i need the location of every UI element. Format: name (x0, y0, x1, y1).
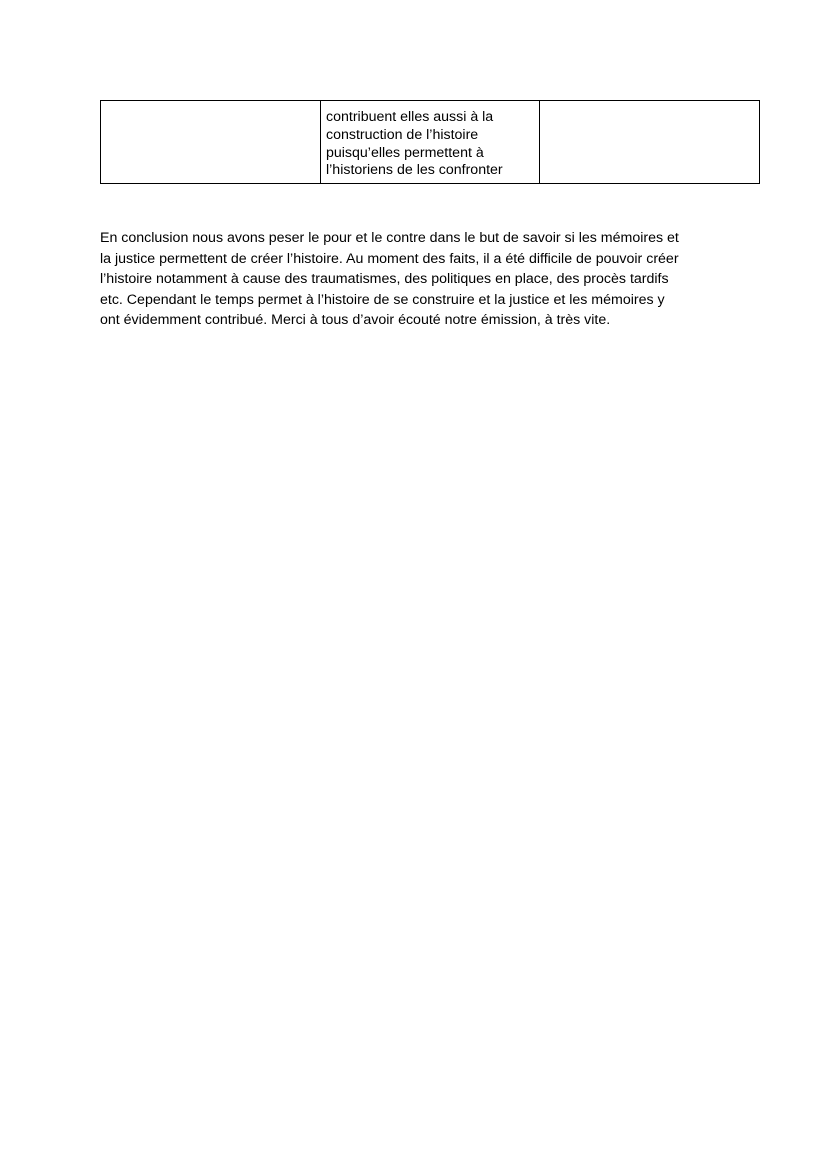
paragraph-line: l’histoire notamment à cause des traumatismes, des politiques en place, des procès tardifs (100, 271, 669, 287)
table-cell-text (321, 101, 540, 184)
paragraph-line: etc. Cependant le temps permet à l’histoire de se construire et la justice et les mémoires y (100, 291, 665, 308)
table-cell-line: l’historiens de les confronter (326, 162, 503, 179)
table-cell-line: puisqu’elles permettent à (326, 144, 484, 161)
table-cell-line: contribuent elles aussi à la (326, 109, 494, 125)
table-cell-line: construction de l’histoire (326, 126, 479, 143)
table-cell-empty-right (540, 101, 760, 184)
content-table (100, 100, 760, 184)
paragraph-line: la justice permettent de créer l’histoire. Au moment des faits, il a été difficile de pouvoir créer (100, 250, 679, 267)
paragraph-line: En conclusion nous avons peser le pour et le contre dans le but de savoir si les mémoires et (100, 230, 679, 246)
paragraph-line: ont évidemment contribué. Merci à tous d’avoir écouté notre émission, à très vite. (100, 312, 611, 328)
table-cell-empty-left (101, 101, 321, 184)
table-row (101, 101, 760, 184)
conclusion-paragraph (100, 228, 740, 331)
